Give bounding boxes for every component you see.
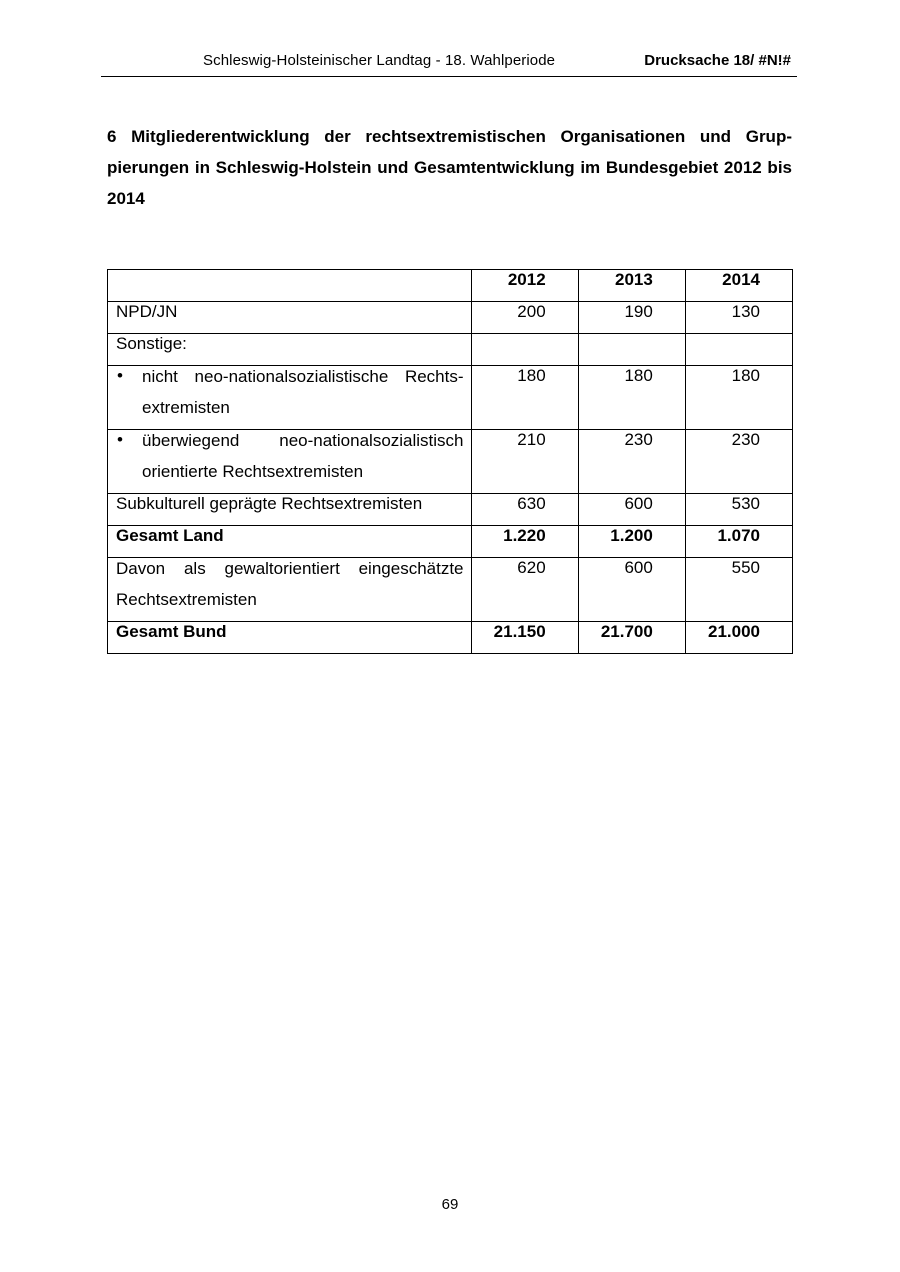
row-value: 21.150 (471, 622, 578, 654)
row-value (685, 334, 792, 366)
row-value: 600 (578, 494, 685, 526)
bullet-icon: • (117, 430, 123, 449)
row-value: 230 (685, 430, 792, 494)
header-parliament-title: Schleswig-Holsteinischer Landtag - 18. Wahlperiode (203, 52, 556, 69)
table-header-row (108, 270, 793, 302)
row-label: • nicht neo-nationalsozialistische Rechts-extremisten (108, 366, 472, 430)
row-label: Gesamt Land (108, 526, 472, 558)
table-row (108, 366, 793, 430)
row-label: • überwiegend neo-nationalsozialistisch orientierte Rechtsextremisten (108, 430, 472, 494)
page-number: 69 (441, 1196, 459, 1213)
row-value: 630 (471, 494, 578, 526)
row-value: 600 (578, 558, 685, 622)
row-value: 21.000 (685, 622, 792, 654)
row-value: 550 (685, 558, 792, 622)
row-label: Sonstige: (108, 334, 472, 366)
row-value: 230 (578, 430, 685, 494)
row-value: 190 (578, 302, 685, 334)
row-value: 130 (685, 302, 792, 334)
table-header-corner (108, 270, 472, 302)
row-value: 180 (685, 366, 792, 430)
table-row (108, 558, 793, 622)
row-value: 1.220 (471, 526, 578, 558)
bullet-icon: • (117, 366, 123, 385)
table-row-total-bund (108, 622, 793, 654)
row-label: Gesamt Bund (108, 622, 472, 654)
header-document-number: Drucksache 18/ #N!# (644, 52, 791, 69)
row-value (578, 334, 685, 366)
table-row (108, 494, 793, 526)
table-header-year: 2014 (685, 270, 792, 302)
row-label: Davon als gewaltorientiert eingeschätzte Rechtsextremisten (108, 558, 472, 622)
row-value: 200 (471, 302, 578, 334)
row-value: 1.070 (685, 526, 792, 558)
table-row (108, 430, 793, 494)
page-header (101, 50, 797, 77)
table-row (108, 302, 793, 334)
row-value (471, 334, 578, 366)
table-header-year: 2013 (578, 270, 685, 302)
row-label: NPD/JN (108, 302, 472, 334)
row-label: Subkulturell geprägte Rechtsextremisten (108, 494, 472, 526)
table-header-year: 2012 (471, 270, 578, 302)
section-title: 6 Mitgliederentwicklung der rechtsextremistischen Organisationen und Grup-pierungen in Schleswig-Holstein und Gesamtentwicklung im Bundesgebiet 2012 bis 2014 (107, 127, 792, 208)
row-value: 21.700 (578, 622, 685, 654)
row-value: 530 (685, 494, 792, 526)
row-value: 180 (471, 366, 578, 430)
row-value: 180 (578, 366, 685, 430)
row-value: 1.200 (578, 526, 685, 558)
row-value: 620 (471, 558, 578, 622)
membership-table (107, 269, 793, 654)
row-value: 210 (471, 430, 578, 494)
